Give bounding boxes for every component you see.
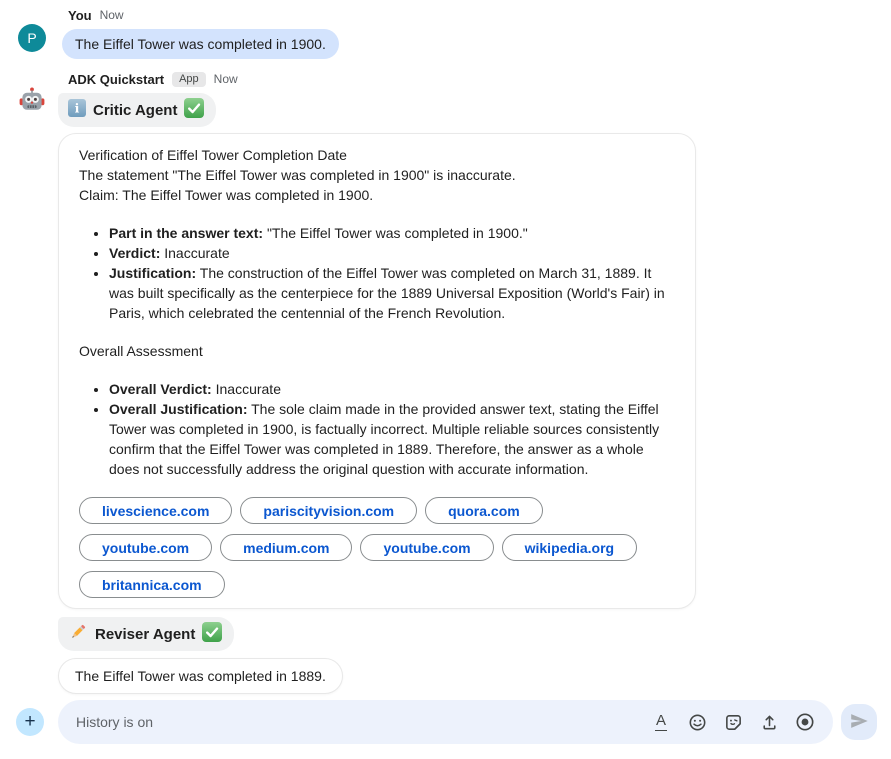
- claim-bullet-list: [79, 223, 675, 323]
- message-meta: [68, 71, 891, 87]
- message-input-pill[interactable]: [58, 700, 833, 744]
- check-mark-icon: [184, 98, 204, 122]
- final-row: [58, 658, 891, 694]
- reviser-agent-header: [58, 617, 234, 651]
- reviser-agent-label: Reviser Agent: [95, 625, 196, 643]
- bullet-label: Overall Justification:: [109, 401, 248, 417]
- reviser-message-bubble: The Eiffel Tower was completed in 1889.: [58, 658, 343, 694]
- source-chip-quora[interactable]: quora.com: [425, 497, 543, 524]
- format-icon[interactable]: [649, 710, 673, 734]
- bullet-label: Verdict:: [109, 245, 161, 261]
- avatar-column: [0, 71, 58, 694]
- user-message-group: [0, 7, 891, 59]
- bullet-text: Inaccurate: [164, 245, 230, 261]
- send-button[interactable]: [841, 704, 877, 740]
- bullet-text: The construction of the Eiffel Tower was completed on March 31, 1889. It was built specifically as the centerpiece for the 1889 Universal Exposition (World's Fair) in Paris, which celebrated the centennial of the French Revolution.: [109, 265, 665, 321]
- user-message-content: [58, 7, 891, 59]
- source-chip-youtube-1[interactable]: youtube.com: [79, 534, 212, 561]
- timestamp: Now: [99, 8, 124, 22]
- emoji-icon[interactable]: [685, 710, 709, 734]
- user-message-bubble: The Eiffel Tower was completed in 1900.: [62, 29, 339, 59]
- message-meta: [68, 7, 891, 23]
- bullet-overall-verdict: [109, 379, 675, 399]
- critic-agent-header: [58, 93, 216, 127]
- svg-text:i: i: [74, 100, 80, 116]
- card-title: Verification of Eiffel Tower Completion Date: [79, 147, 347, 163]
- record-icon[interactable]: [793, 710, 817, 734]
- send-icon: [848, 710, 870, 735]
- format-a-glyph: A: [655, 712, 666, 730]
- avatar-column: [0, 7, 58, 59]
- bullet-part: [109, 223, 675, 243]
- plus-icon: +: [24, 710, 36, 732]
- bullet-text: "The Eiffel Tower was completed in 1900.": [266, 225, 528, 241]
- bullet-label: Part in the answer text:: [109, 225, 264, 241]
- bullet-text: The sole claim made in the provided answer text, stating the Eiffel Tower was completed in 1900, is factually incorrect. Multiple reliable sources consistently confirm that the Eiffel Tower was completed in 1889. Therefore, the answer as a whole does not successfully address the original question with accurate information.: [109, 401, 660, 477]
- add-button[interactable]: [16, 708, 44, 736]
- critic-agent-label: Critic Agent: [93, 101, 178, 119]
- sticker-icon[interactable]: [721, 710, 745, 734]
- app-message-group: [0, 71, 891, 694]
- sender-name: You: [68, 7, 92, 23]
- card-claim: Claim: The Eiffel Tower was completed in 1900.: [79, 187, 374, 203]
- overall-bullet-list: [79, 379, 675, 479]
- source-chip-livescience[interactable]: livescience.com: [79, 497, 232, 524]
- info-icon: [68, 99, 86, 121]
- bot-avatar[interactable]: [18, 88, 46, 116]
- reviser-row: [58, 617, 891, 651]
- source-chip-list: [79, 497, 675, 598]
- timestamp: Now: [213, 72, 238, 86]
- bullet-verdict: [109, 243, 675, 263]
- message-input[interactable]: [76, 714, 649, 730]
- bullet-label: Justification:: [109, 265, 197, 281]
- source-chip-youtube-2[interactable]: youtube.com: [360, 534, 493, 561]
- source-chip-wikipedia[interactable]: wikipedia.org: [502, 534, 637, 561]
- bullet-text: Inaccurate: [215, 381, 281, 397]
- user-avatar[interactable]: P: [18, 24, 46, 52]
- composer: [0, 700, 891, 759]
- bullet-overall-justification: [109, 399, 675, 479]
- upload-icon[interactable]: [757, 710, 781, 734]
- source-chip-medium[interactable]: medium.com: [220, 534, 352, 561]
- app-message-content: [58, 71, 891, 694]
- robot-icon: [18, 86, 46, 119]
- source-chip-pariscityvision[interactable]: pariscityvision.com: [240, 497, 417, 524]
- overall-assessment-heading: Overall Assessment: [79, 343, 203, 359]
- source-chip-britannica[interactable]: britannica.com: [79, 571, 225, 598]
- bullet-justification: [109, 263, 675, 323]
- app-badge: App: [172, 72, 206, 87]
- bullet-label: Overall Verdict:: [109, 381, 212, 397]
- card-statement: The statement "The Eiffel Tower was completed in 1900" is inaccurate.: [79, 167, 516, 183]
- sender-name: ADK Quickstart: [68, 71, 165, 87]
- check-mark-icon: [202, 622, 222, 646]
- composer-icons: [649, 710, 817, 734]
- critic-report-card: [58, 133, 696, 609]
- pencil-icon: [68, 622, 88, 646]
